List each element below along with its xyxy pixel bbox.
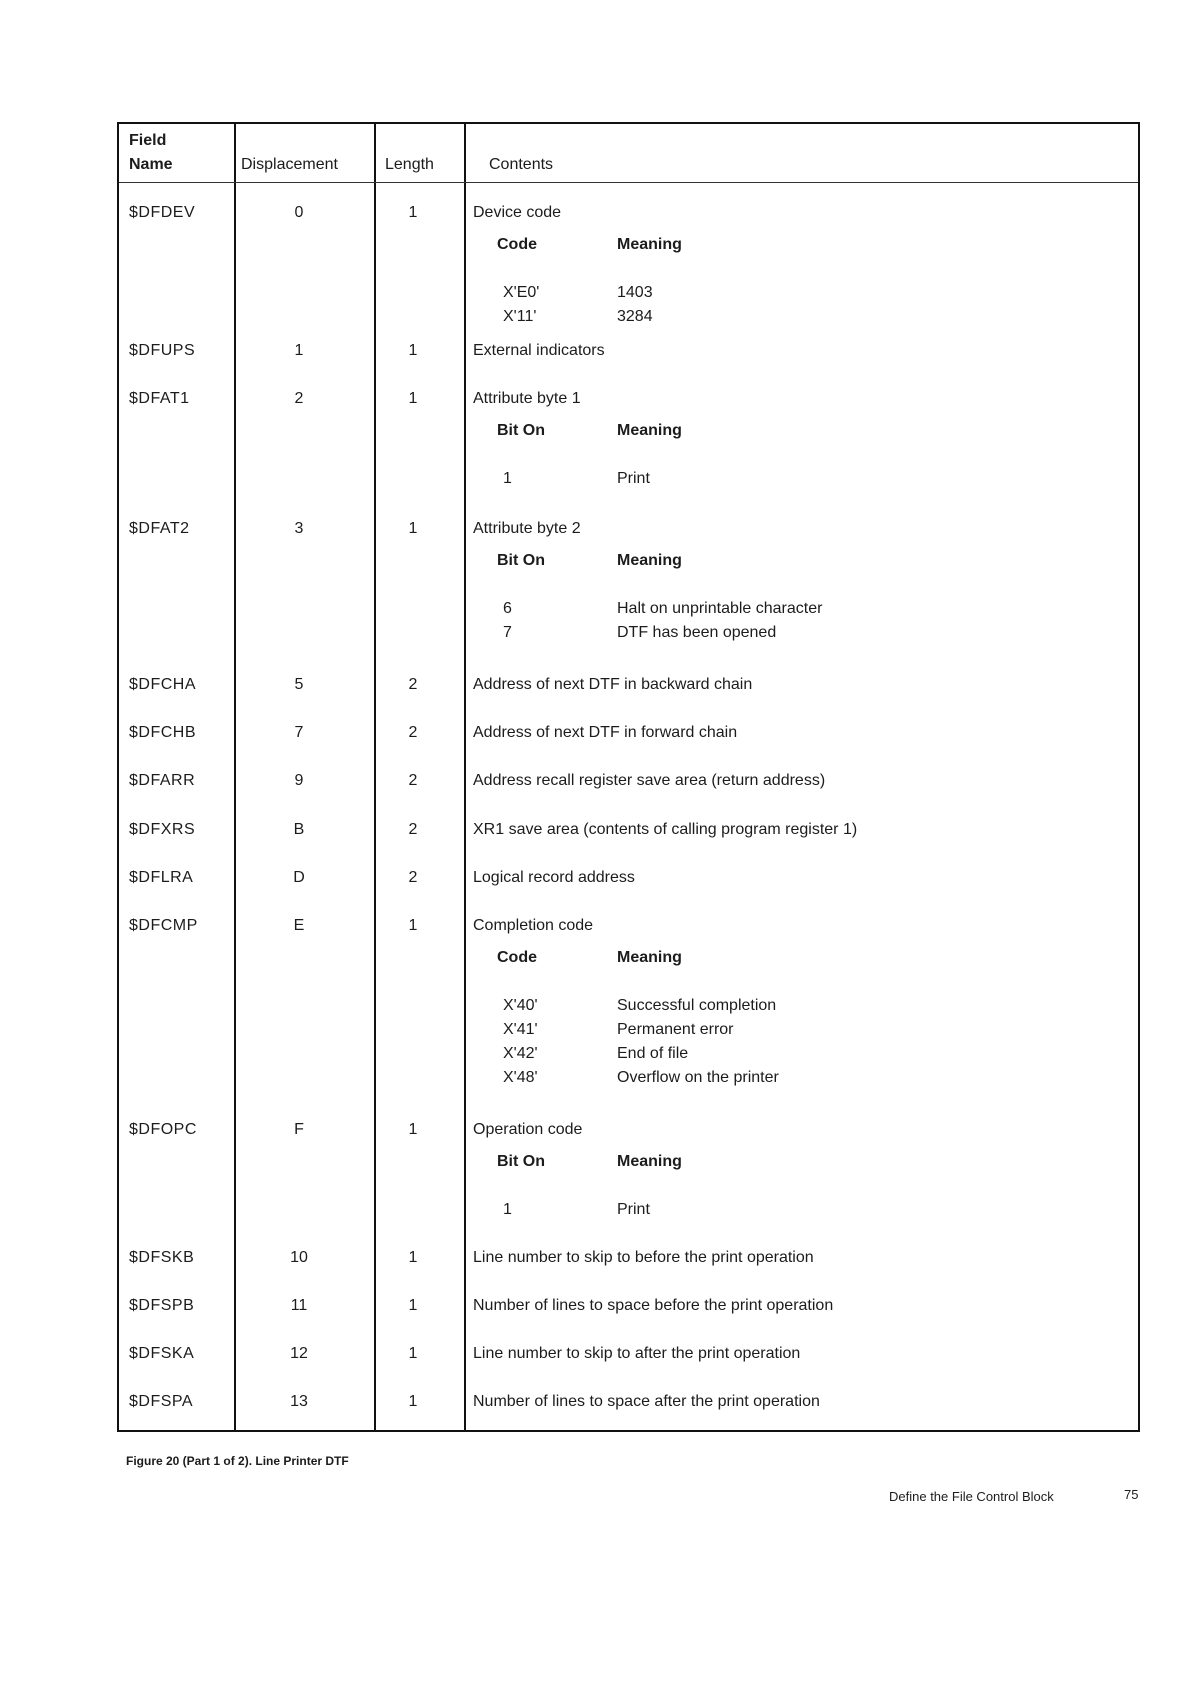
contents-text: Attribute byte 2 [473,520,581,537]
header-divider [119,182,1138,183]
contents-text: Operation code [473,1121,583,1138]
contents-text: Address of next DTF in backward chain [473,676,753,693]
subtable-header-col2: Meaning [617,949,682,966]
subtable-header-col1: Bit On [497,552,545,569]
displacement-value: 3 [294,520,304,537]
subtable-header-col2: Meaning [617,236,682,253]
length-value: 1 [408,1345,418,1362]
field-name: $DFSKA [129,1345,195,1362]
subtable-meaning: Print [617,470,650,487]
contents-text: XR1 save area (contents of calling program register 1) [473,821,858,838]
field-name: $DFUPS [129,342,196,359]
length-value: 2 [408,724,418,741]
figure-caption: Figure 20 (Part 1 of 2). Line Printer DTF [126,1454,349,1468]
length-value: 2 [408,772,418,789]
displacement-value: F [294,1121,304,1138]
length-value: 1 [408,520,418,537]
contents-text: Device code [473,204,562,221]
subtable-key: X'42' [503,1045,538,1062]
displacement-value: 10 [290,1249,308,1266]
field-name: $DFLRA [129,869,194,886]
field-name: $DFARR [129,772,196,789]
subtable-header-col1: Code [497,949,537,966]
field-name: $DFCHA [129,676,197,693]
length-value: 1 [408,1121,418,1138]
header-displacement: Displacement [241,156,338,173]
length-value: 1 [408,390,418,407]
length-value: 1 [408,204,418,221]
displacement-value: 9 [294,772,304,789]
contents-text: External indicators [473,342,605,359]
length-value: 2 [408,676,418,693]
subtable-header-col1: Bit On [497,1153,545,1170]
displacement-value: 7 [294,724,304,741]
subtable-header-col1: Bit On [497,422,545,439]
displacement-value: D [293,869,305,886]
subtable-meaning: Permanent error [617,1021,734,1038]
contents-text: Line number to skip to before the print operation [473,1249,814,1266]
displacement-value: 12 [290,1345,308,1362]
displacement-value: 5 [294,676,304,693]
length-value: 1 [408,917,418,934]
contents-text: Address recall register save area (return address) [473,772,826,789]
subtable-meaning: 1403 [617,284,653,301]
field-name: $DFCMP [129,917,198,934]
subtable-meaning: Overflow on the printer [617,1069,779,1086]
subtable-header-col2: Meaning [617,422,682,439]
subtable-key: 7 [503,624,512,641]
field-name: $DFDEV [129,204,196,221]
length-value: 1 [408,342,418,359]
field-name: $DFOPC [129,1121,197,1138]
length-value: 1 [408,1249,418,1266]
subtable-key: X'41' [503,1021,538,1038]
subtable-key: 1 [503,470,512,487]
subtable-meaning: End of file [617,1045,689,1062]
subtable-meaning: Halt on unprintable character [617,600,823,617]
displacement-value: E [293,917,305,934]
header-field-name-line1: Field [129,132,167,149]
length-value: 1 [408,1393,418,1410]
subtable-key: X'11' [503,308,537,325]
displacement-value: 11 [290,1297,308,1314]
field-name: $DFAT1 [129,390,190,407]
subtable-key: X'40' [503,997,538,1014]
header-length: Length [385,156,434,173]
displacement-value: B [293,821,305,838]
subtable-header-col2: Meaning [617,552,682,569]
field-name: $DFXRS [129,821,196,838]
running-footer-title: Define the File Control Block [889,1489,1054,1504]
subtable-header-col2: Meaning [617,1153,682,1170]
subtable-key: X'48' [503,1069,538,1086]
contents-text: Number of lines to space after the print operation [473,1393,820,1410]
field-name: $DFSKB [129,1249,195,1266]
subtable-meaning: Print [617,1201,650,1218]
contents-text: Address of next DTF in forward chain [473,724,738,741]
contents-text: Line number to skip to after the print operation [473,1345,801,1362]
field-name: $DFAT2 [129,520,190,537]
field-name: $DFSPA [129,1393,194,1410]
subtable-header-col1: Code [497,236,537,253]
contents-text: Completion code [473,917,594,934]
subtable-meaning: Successful completion [617,997,777,1014]
dtf-field-table [117,122,1140,1432]
length-value: 2 [408,869,418,886]
displacement-value: 13 [290,1393,308,1410]
column-divider [464,124,466,1430]
field-name: $DFSPB [129,1297,195,1314]
displacement-value: 2 [294,390,304,407]
header-field-name-line2: Name [129,156,173,173]
length-value: 2 [408,821,418,838]
field-name: $DFCHB [129,724,197,741]
header-contents: Contents [489,156,554,173]
subtable-key: 6 [503,600,512,617]
displacement-value: 1 [294,342,304,359]
subtable-key: 1 [503,1201,512,1218]
page-number: 75 [1124,1487,1139,1502]
contents-text: Attribute byte 1 [473,390,581,407]
subtable-key: X'E0' [503,284,540,301]
displacement-value: 0 [294,204,304,221]
subtable-meaning: 3284 [617,308,653,325]
contents-text: Number of lines to space before the print operation [473,1297,834,1314]
length-value: 1 [408,1297,418,1314]
contents-text: Logical record address [473,869,635,886]
subtable-meaning: DTF has been opened [617,624,777,641]
